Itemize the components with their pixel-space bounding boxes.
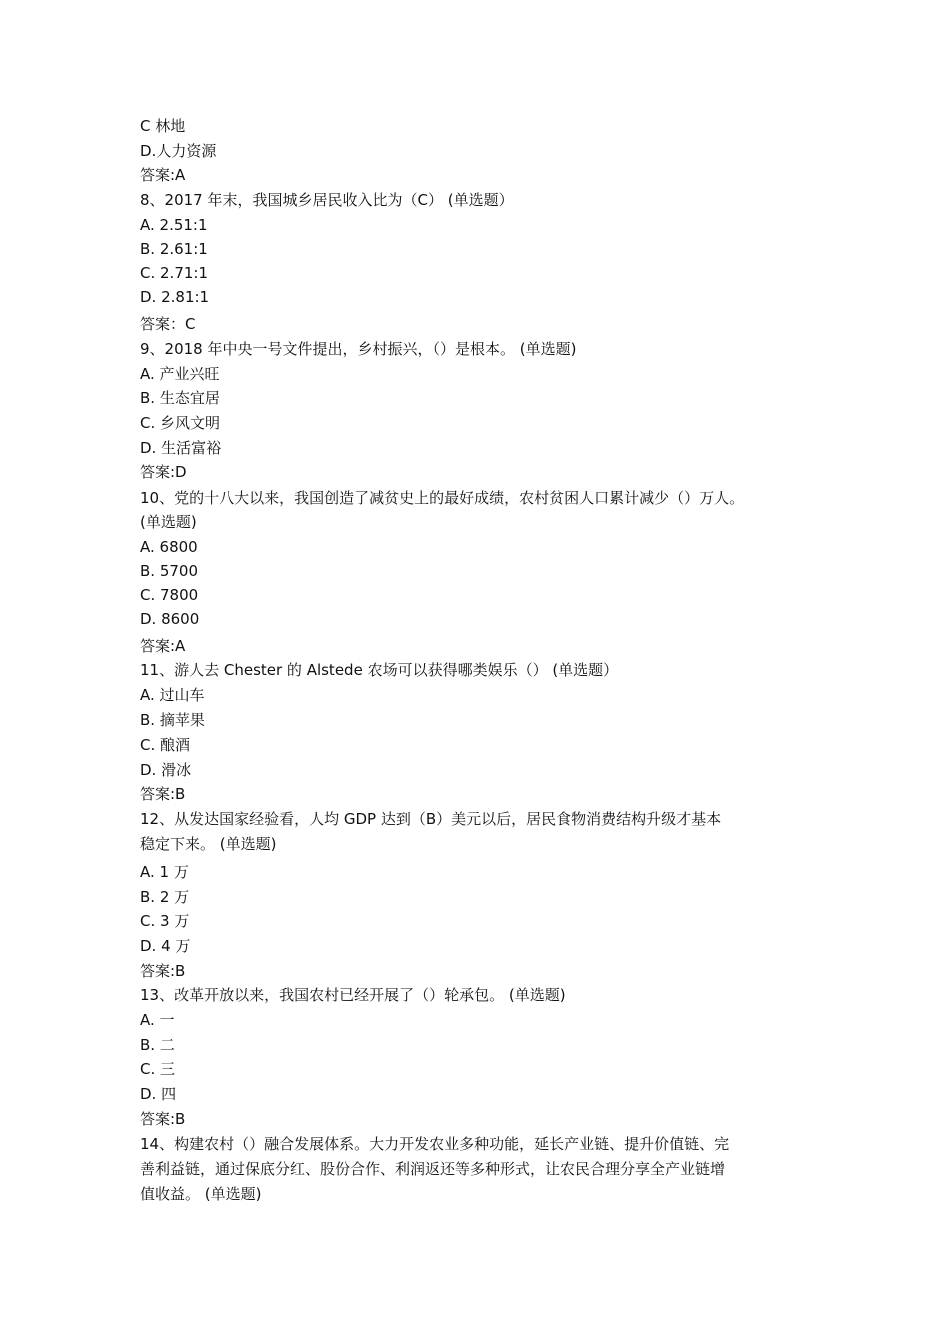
option-line: C. 7800: [140, 586, 199, 604]
option-line: C. 酿酒: [140, 736, 191, 754]
option-line: A. 产业兴旺: [140, 365, 220, 383]
option-line: B. 二: [140, 1036, 175, 1054]
answer-line: 答案:D: [140, 463, 187, 481]
option-line: B. 摘苹果: [140, 711, 205, 729]
option-line: D. 2.81:1: [140, 288, 210, 306]
question-14-continued: 值收益。 (单选题): [140, 1185, 262, 1203]
answer-line: 答案:B: [140, 962, 186, 980]
option-line: C. 3 万: [140, 912, 190, 930]
answer-line: 答案:B: [140, 1110, 186, 1128]
question-11: 11、游人去 Chester 的 Alstede 农场可以获得哪类娱乐（） (单选题）: [140, 661, 619, 679]
question-10-continued: (单选题): [140, 513, 197, 531]
question-12-continued: 稳定下来。 (单选题): [140, 835, 277, 853]
option-line: A. 6800: [140, 538, 198, 556]
answer-line: 答案:B: [140, 785, 186, 803]
option-line: C. 乡风文明: [140, 414, 221, 432]
option-line: D. 滑冰: [140, 761, 192, 779]
answer-line: 答案:A: [140, 637, 186, 655]
option-line: D. 8600: [140, 610, 200, 628]
option-line: A. 过山车: [140, 686, 205, 704]
answer-line: 答案:A: [140, 166, 186, 184]
option-line: A. 2.51:1: [140, 216, 208, 234]
option-line: C. 三: [140, 1060, 176, 1078]
question-13: 13、改革开放以来，我国农村已经开展了（）轮承包。 (单选题): [140, 986, 566, 1004]
text-line: C 林地: [140, 117, 186, 135]
question-10: 10、党的十八大以来，我国创造了减贫史上的最好成绩，农村贫困人口累计减少（）万人。: [140, 489, 745, 507]
option-line: B. 5700: [140, 562, 199, 580]
option-line: B. 2 万: [140, 888, 190, 906]
option-line: B. 2.61:1: [140, 240, 208, 258]
option-line: D. 生活富裕: [140, 439, 222, 457]
option-line: B. 生态宜居: [140, 389, 220, 407]
option-line: A. 一: [140, 1011, 175, 1029]
question-8: 8、2017 年末，我国城乡居民收入比为（C） (单选题）: [140, 191, 514, 209]
question-14-continued: 善利益链，通过保底分红、股份合作、利润返还等多种形式，让农民合理分享全产业链增: [140, 1160, 726, 1178]
question-14: 14、构建农村（）融合发展体系。大力开发农业多种功能，延长产业链、提升价值链、完: [140, 1135, 730, 1153]
option-line: D. 4 万: [140, 937, 191, 955]
option-line: C. 2.71:1: [140, 264, 209, 282]
option-line: D. 四: [140, 1085, 177, 1103]
answer-line: 答案：C: [140, 315, 196, 333]
question-12: 12、从发达国家经验看，人均 GDP 达到（B）美元以后，居民食物消费结构升级才基本: [140, 810, 722, 828]
text-line: D.人力资源: [140, 142, 217, 160]
option-line: A. 1 万: [140, 863, 189, 881]
question-9: 9、2018 年中央一号文件提出，乡村振兴，（）是根本。 (单选题): [140, 340, 577, 358]
